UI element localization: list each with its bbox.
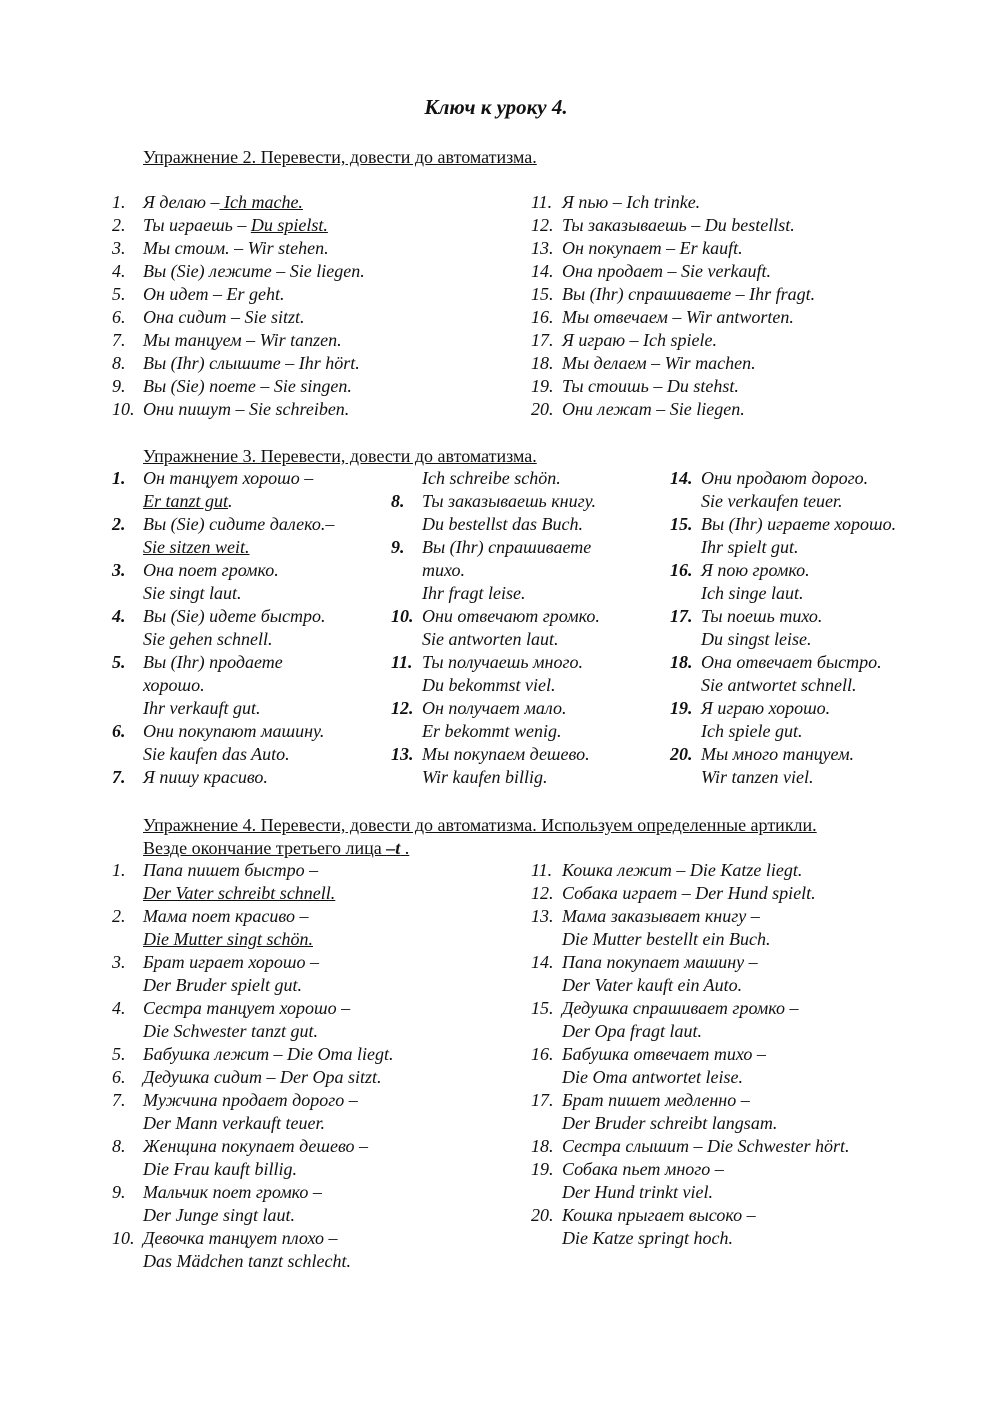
- exercise-3-column-3: [670, 467, 970, 789]
- list-item: 18. Мы делаем – Wir machen.: [531, 353, 756, 373]
- list-item: 16. Мы отвечаем – Wir antworten.: [531, 307, 794, 327]
- list-item: 8. Ты заказываешь книгу. Du bestellst das Buch.: [391, 491, 596, 534]
- list-item: 20. Мы много танцуем. Wir tanzen viel.: [670, 744, 855, 787]
- list-item: 10. Девочка танцует плохо – Das Mädchen tanzt schlecht.: [112, 1228, 351, 1271]
- list-item: 2. Ты играешь – Du spielst.: [112, 215, 328, 235]
- list-item: Ich schreibe schön.: [422, 468, 561, 488]
- list-item: 20. Кошка прыгает высоко – Die Katze springt hoch.: [531, 1205, 756, 1248]
- list-item: 19. Собака пьет много – Der Hund trinkt viel.: [531, 1159, 724, 1202]
- list-item: 3. Она поет громко. Sie singt laut.: [112, 560, 279, 603]
- list-item: 2. Мама поет красиво – Die Mutter singt schön.: [112, 906, 313, 949]
- list-item: 1. Он танцует хорошо – Er tanzt gut.: [112, 468, 314, 511]
- list-item: 17. Брат пишет медленно – Der Bruder schreibt langsam.: [531, 1090, 778, 1133]
- list-item: 14. Они продают дорого. Sie verkaufen teuer.: [670, 468, 869, 511]
- list-item: 16. Я пою громко. Ich singe laut.: [670, 560, 810, 603]
- list-item: 7. Мы танцуем – Wir tanzen.: [112, 330, 342, 350]
- list-item: 5. Он идет – Er geht.: [112, 284, 285, 304]
- list-item: 14. Папа покупает машину – Der Vater kauft ein Auto.: [531, 952, 758, 995]
- list-item: 4. Вы (Sie) лежите – Sie liegen.: [112, 261, 365, 281]
- list-item: 1. Я делаю – Ich mache.: [112, 192, 303, 212]
- list-item: 16. Бабушка отвечает тихо – Die Oma antwortet leise.: [531, 1044, 766, 1087]
- list-item: 8. Вы (Ihr) слышите – Ihr hört.: [112, 353, 360, 373]
- list-item: 10. Они отвечают громко. Sie antworten laut.: [391, 606, 600, 649]
- list-item: 13. Он покупает – Er kauft.: [531, 238, 743, 258]
- list-item: 1. Папа пишет быстро – Der Vater schreibt schnell.: [112, 860, 336, 903]
- list-item: 15. Вы (Ihr) спрашиваете – Ihr fragt.: [531, 284, 816, 304]
- list-item: 11. Кошка лежит – Die Katze liegt.: [531, 860, 803, 880]
- list-item: 7. Мужчина продает дорого – Der Mann verkauft teuer.: [112, 1090, 358, 1133]
- list-item: 19. Ты стоишь – Du stehst.: [531, 376, 739, 396]
- list-item: 3. Мы стоим. – Wir stehen.: [112, 238, 329, 258]
- list-item: 13. Мы покупаем дешево. Wir kaufen billig.: [391, 744, 590, 787]
- list-item: 17. Ты поешь тихо. Du singst leise.: [670, 606, 823, 649]
- list-item: 9. Вы (Ihr) спрашиваете тихо. Ihr fragt leise.: [391, 537, 592, 603]
- exercise-4-left-column: [112, 859, 512, 1273]
- list-item: 8. Женщина покупает дешево – Die Frau kauft billig.: [112, 1136, 369, 1179]
- list-item: 5. Бабушка лежит – Die Oma liegt.: [112, 1044, 394, 1064]
- list-item: 6. Она сидит – Sie sitzt.: [112, 307, 305, 327]
- list-item: 11. Ты получаешь много. Du bekommst viel.: [391, 652, 583, 695]
- exercise-4-right-column: [531, 859, 951, 1250]
- list-item: 15. Вы (Ihr) играете хорошо. Ihr spielt gut.: [670, 514, 897, 557]
- page-title: Ключ к уроку 4.: [424, 95, 568, 119]
- list-item: 18. Сестра слышит – Die Schwester hört.: [531, 1136, 850, 1156]
- exercise-3-column-1: [112, 467, 382, 789]
- exercise-4-heading: Упражнение 4. Перевести, довести до автоматизма. Используем определенные артикли. Везде окончание третьего лица –t .: [143, 815, 817, 858]
- exercise-3-column-2: [391, 467, 661, 789]
- list-item: 2. Вы (Sie) сидите далеко.– Sie sitzen weit.: [112, 514, 335, 557]
- ending-suffix: –t: [386, 838, 401, 858]
- list-item: 4. Вы (Sie) идете быстро. Sie gehen schnell.: [112, 606, 326, 649]
- list-item: 19. Я играю хорошо. Ich spiele gut.: [670, 698, 831, 741]
- list-item: 12. Собака играет – Der Hund spielt.: [531, 883, 816, 903]
- list-item: 12. Ты заказываешь – Du bestellst.: [531, 215, 795, 235]
- exercise-2-heading: Упражнение 2. Перевести, довести до автоматизма.: [143, 147, 537, 167]
- list-item: 5. Вы (Ihr) продаете хорошо. Ihr verkauft gut.: [112, 652, 283, 718]
- list-item: 3. Брат играет хорошо – Der Bruder spielt gut.: [112, 952, 320, 995]
- exercise-3-heading: Упражнение 3. Перевести, довести до автоматизма.: [143, 446, 537, 466]
- list-item: 13. Мама заказывает книгу – Die Mutter bestellt ein Buch.: [531, 906, 771, 949]
- list-item: 4. Сестра танцует хорошо – Die Schwester tanzt gut.: [112, 998, 351, 1041]
- list-item: 12. Он получает мало. Er bekommt wenig.: [391, 698, 567, 741]
- list-item: 6. Они покупают машину. Sie kaufen das Auto.: [112, 721, 325, 764]
- list-item: 18. Она отвечает быстро. Sie antwortet schnell.: [670, 652, 882, 695]
- list-item: 17. Я играю – Ich spiele.: [531, 330, 718, 350]
- list-item: 9. Вы (Sie) поете – Sie singen.: [112, 376, 352, 396]
- list-item: 15. Дедушка спрашивает громко – Der Opa fragt laut.: [531, 998, 799, 1041]
- list-item: 9. Мальчик поет громко – Der Junge singt laut.: [112, 1182, 322, 1225]
- list-item: 7. Я пишу красиво.: [112, 767, 268, 787]
- exercise-2-right-column: [531, 191, 951, 421]
- exercise-2-left-column: [112, 191, 512, 421]
- list-item: 20. Они лежат – Sie liegen.: [531, 399, 745, 419]
- list-item: 10. Они пишут – Sie schreiben.: [112, 399, 350, 419]
- list-item: 14. Она продает – Sie verkauft.: [531, 261, 772, 281]
- list-item: 11. Я пью – Ich trinke.: [531, 192, 701, 212]
- list-item: 6. Дедушка сидит – Der Opa sitzt.: [112, 1067, 382, 1087]
